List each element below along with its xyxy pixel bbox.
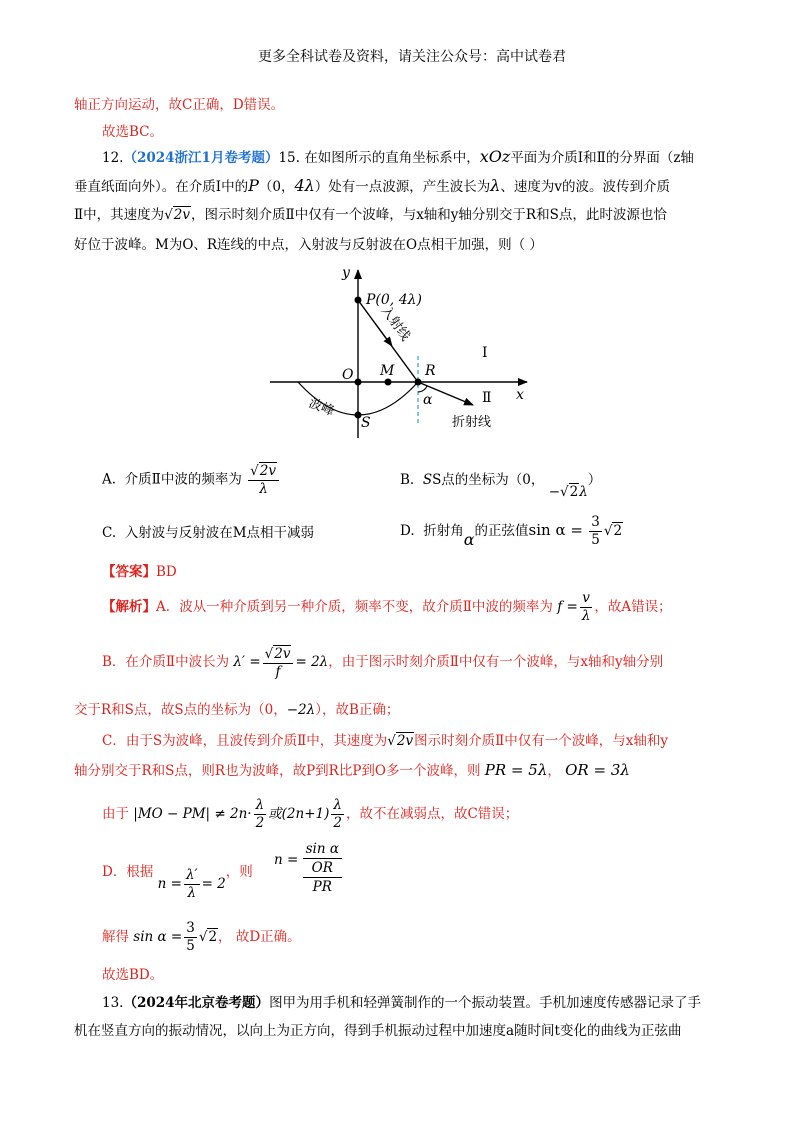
option-a[interactable]: A. 介质Ⅱ中波的频率为 $\frac{√2v}{\lambda}$ <box>102 462 281 498</box>
q12-source: （2024浙江1月卷考题） <box>123 150 279 166</box>
option-d[interactable]: D. 折射角α的正弦值sin α = $\frac{3}{5}$ √2 <box>400 514 623 549</box>
analysis-d-formula: n = sin α OR PR <box>274 840 342 896</box>
label-S: S <box>361 415 371 431</box>
q12-stem-line4: 好位于波峰。M为O、R连线的中点，入射波与反射波在O点相干加强，则（ ） <box>74 237 543 253</box>
analysis-b-line2: 交于R和S点，故S点的坐标为（0，−2λ），故B正确； <box>74 702 400 718</box>
point-R <box>415 379 422 386</box>
label-M: M <box>380 363 395 379</box>
analysis-c-line1: C．由于S为波峰，且波传到介质Ⅱ中，其速度为√2v图示时刻介质Ⅱ中仅有一个波峰，与x轴和y <box>102 733 669 749</box>
analysis-b-line1: B．在介质Ⅱ中波长为 λ′ = $\frac{√2v}{f}$ = 2λ，由于图示时刻介质Ⅱ中仅有一个波峰，与x轴和y轴分别 <box>102 645 664 680</box>
label-alpha: α <box>423 392 433 408</box>
answer: 【答案】BD <box>102 564 177 580</box>
analysis-d-line2: 解得 sin α = $\frac{3}{5}$ √2， 故D正确。 <box>102 920 301 954</box>
label-P: P(0, 4λ) <box>366 292 422 308</box>
analysis-c-line3: 由于 |MO − PM| ≠ 2n· $\frac{\lambda}{2}$ 或(2n+1) $\frac{\lambda}{2}$ ，故不在减弱点，故C错误； <box>102 797 519 831</box>
label-x: x <box>516 387 524 403</box>
q12-conclusion: 故选BD。 <box>102 967 164 983</box>
option-c[interactable]: C. 入射波与反射波在M点相干减弱 <box>102 525 315 541</box>
q13-line1: 13.（2024年北京卷考题）图甲为用手机和轻弹簧制作的一个振动装置。手机加速度传感器记录了手 <box>102 995 702 1011</box>
label-O: O <box>342 367 354 383</box>
q12-number: 12. <box>102 150 124 166</box>
label-refracted: 折射线 <box>452 415 492 430</box>
label-crest: 波峰 <box>306 395 337 420</box>
analysis-c-line2: 轴分别交于R和S点，则R也为波峰，故P到R比P到O多一个波峰，则 PR = 5λ， OR = 3λ <box>74 761 630 779</box>
point-O <box>355 379 362 386</box>
q12-stem-line3: Ⅱ中，其速度为√2v，图示时刻介质Ⅱ中仅有一个波峰，与x轴和y轴分别交于R和S点，此时波源也恰 <box>74 207 667 223</box>
q12-index: 15. <box>278 150 300 166</box>
point-M <box>385 379 392 386</box>
analysis-d-line1: D．根据 n = $\frac{\lambda'}{\lambda}$ = 2，则 <box>102 864 253 901</box>
label-incident: 入射线 <box>377 303 413 344</box>
prev-conclusion: 故选BC。 <box>102 124 164 140</box>
q12-stem-line2: 垂直纸面向外）。在介质Ⅰ中的P（0，4λ）处有一点波源，产生波长为λ、速度为v的波。波传到介质 <box>74 176 671 195</box>
q13-line2: 机在竖直方向的振动情况，以向上为正方向，得到手机振动过程中加速度a随时间t变化的曲线为正弦曲 <box>74 1023 682 1039</box>
q12-figure <box>0 258 800 438</box>
point-P <box>355 297 362 304</box>
prev-solution-line: 轴正方向运动，故C正确，D错误。 <box>74 97 285 113</box>
label-y: y <box>342 265 350 281</box>
option-b[interactable]: B. SS点的坐标为（0， −√2λ） <box>400 472 602 500</box>
label-region-2: Ⅱ <box>482 390 492 406</box>
label-region-1: Ⅰ <box>482 345 488 361</box>
q12-stem-line1: 12.（2024浙江1月卷考题）15. 在如图所示的直角坐标系中，xOz平面为介质Ⅰ和Ⅱ的分界面（z轴 <box>102 147 694 166</box>
page-header: 更多全科试卷及资料，请关注公众号：高中试卷君 <box>258 49 566 65</box>
label-R: R <box>425 363 436 379</box>
analysis-a: 【解析】A．波从一种介质到另一种介质，频率不变，故介质Ⅱ中波的频率为 f = $\frac{v}{\lambda}$ ，故A错误； <box>102 590 672 624</box>
